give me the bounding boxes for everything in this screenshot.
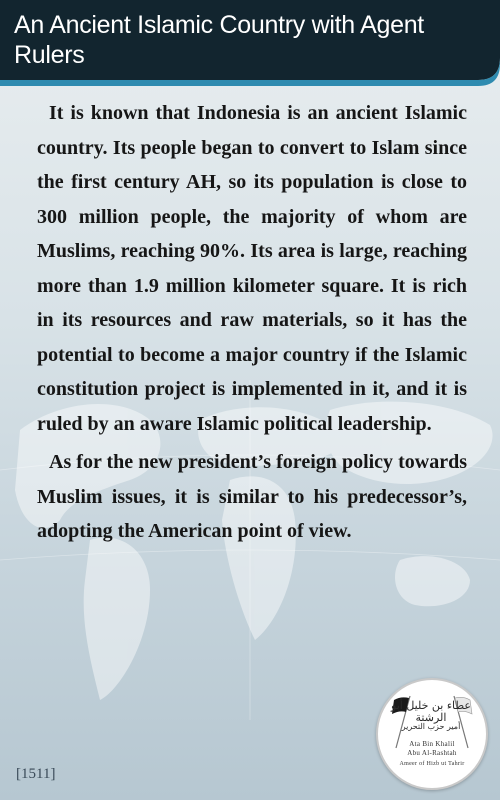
flags-icon (376, 678, 488, 790)
seal-arabic-title: أمير حزب التحرير (401, 722, 461, 731)
article-body (37, 96, 467, 553)
page-title: An Ancient Islamic Country with Agent Rulers (14, 11, 424, 69)
title-bar (0, 0, 500, 86)
author-seal (376, 678, 488, 790)
seal-name-line-1: Ata Bin Khalil (409, 740, 455, 748)
article-paragraph-2: As for the new president’s foreign policy towards Muslim issues, it is similar to his predecessor’s, adopting the American point of view. (37, 451, 467, 542)
seal-role: Ameer of Hizb ut Tahrir (399, 761, 465, 767)
seal-name-line-2: Abu Al-Rashtah (407, 749, 457, 757)
issue-number: [1511] (16, 766, 56, 782)
seal-arabic-name: عطاء بن خليل أبو الرشتة (391, 699, 471, 724)
article-paragraph-1: It is known that Indonesia is an ancient Islamic country. Its people began to convert to Islam since the first century AH, so its population is close to 300 million people, the majority of whom are Muslims, reaching 90%. Its area is large, reaching more than 1.9 million kilometer square. It is rich in its resources and raw materials, so it has the potential to become a major country if the Islamic constitution project is implemented in it, and it is ruled by an aware Islamic political leadership. (37, 102, 467, 435)
